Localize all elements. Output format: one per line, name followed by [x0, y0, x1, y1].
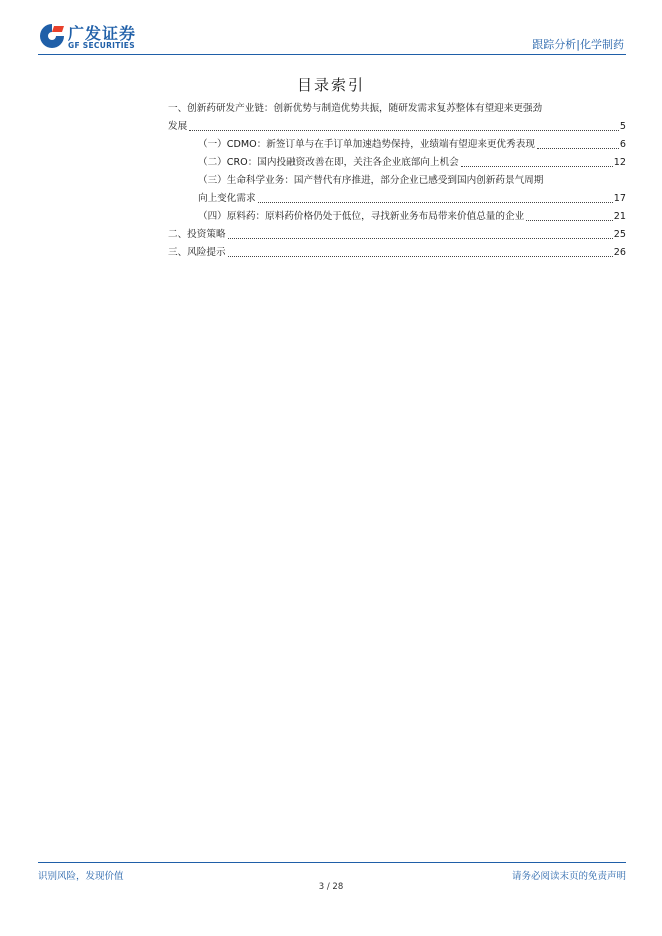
toc-entry-text: 二、投资策略 [168, 229, 226, 240]
leader-dots [228, 256, 613, 257]
footer-slogan: 识别风险，发现价值 [38, 871, 124, 882]
header-divider [38, 54, 626, 55]
toc-page-number: 21 [613, 211, 626, 222]
toc-entry-1-1[interactable] [168, 136, 626, 154]
leader-dots [526, 220, 613, 221]
leader-dots [537, 148, 619, 149]
leader-dots [189, 130, 619, 131]
logo-text-cn: 广发证券 [68, 24, 137, 43]
report-category: 跟踪分析|化学制药 [532, 38, 624, 51]
toc-title: 目录索引 [296, 76, 365, 94]
toc-entry-3[interactable] [168, 244, 626, 262]
footer-divider [38, 862, 626, 863]
toc-page-number: 25 [613, 229, 626, 240]
toc-entry-text: （四）原料药：原料药价格仍处于低位，寻找新业务布局带来价值总量的企业 [198, 211, 525, 222]
toc-entry-text-cont: 向上变化需求 [198, 193, 256, 204]
logo-text-en: GF SECURITIES [68, 41, 135, 50]
page-header [38, 20, 626, 56]
toc-page-number: 5 [619, 121, 626, 132]
leader-dots [461, 166, 613, 167]
toc-entry-1-3[interactable] [168, 172, 626, 208]
toc-entry-text: （三）生命科学业务：国产替代有序推进，部分企业已感受到国内创新药景气周期 [198, 175, 544, 186]
toc-entry-2[interactable] [168, 226, 626, 244]
toc-entry-text: （一）CDMO：新签订单与在手订单加速趋势保持，业绩端有望迎来更优秀表现 [198, 139, 535, 150]
toc-entry-text-cont: 发展 [168, 121, 188, 132]
footer-disclaimer-note: 请务必阅读末页的免责声明 [511, 871, 626, 882]
leader-dots [228, 238, 613, 239]
page-number: 3 / 28 [318, 882, 344, 892]
toc-entry-text: （二）CRO：国内投融资改善在即，关注各企业底部向上机会 [198, 157, 459, 168]
toc-entry-1-2[interactable] [168, 154, 626, 172]
toc-entry-1[interactable] [168, 100, 626, 136]
toc-page-number: 6 [619, 139, 626, 150]
gf-logo-icon [38, 22, 66, 50]
toc-entry-text: 一、创新药研发产业链：创新优势与制造优势共振，随研发需求复苏整体有望迎来更强劲 [168, 103, 543, 114]
toc-entry-text: 三、风险提示 [168, 247, 226, 258]
toc-page-number: 12 [613, 157, 626, 168]
leader-dots [258, 202, 613, 203]
toc-page-number: 26 [613, 247, 626, 258]
table-of-contents [168, 100, 626, 262]
gf-securities-logo [38, 20, 158, 54]
toc-entry-1-4[interactable] [168, 208, 626, 226]
toc-page-number: 17 [613, 193, 626, 204]
